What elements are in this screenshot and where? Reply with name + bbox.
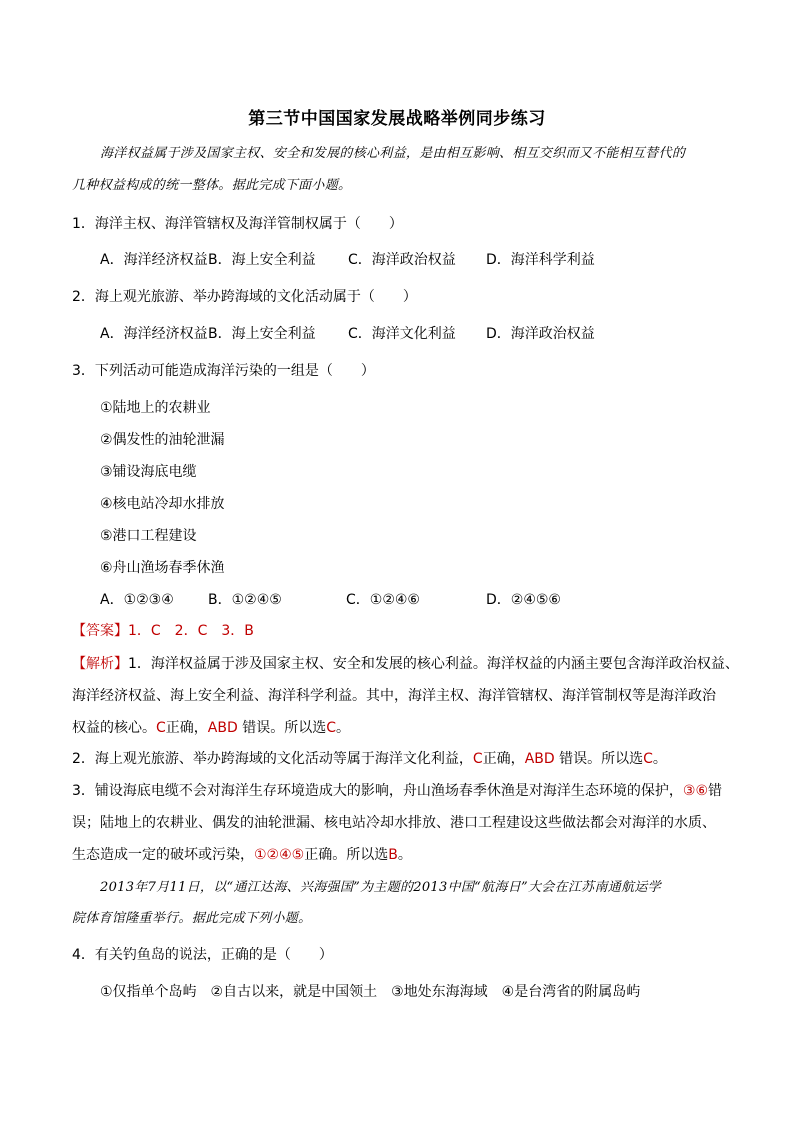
answer-line — [72, 621, 254, 641]
analysis-text: 。 — [652, 751, 667, 767]
analysis-text: 错误。所以选 — [242, 720, 327, 736]
analysis-key: ABD — [207, 720, 238, 736]
question-3-stem: 3．下列活动可能造成海洋污染的一组是（ ） — [72, 363, 375, 379]
analysis-line: 误；陆地上的农耕业、偶发的油轮泄漏、核电站冷却水排放、港口工程建设这些做法都会对海洋的水质、 — [72, 815, 716, 831]
analysis-text: 正确， — [165, 720, 208, 736]
option-b: B．海上安全利益 — [208, 326, 316, 342]
analysis-text: 1．海洋权益属于涉及国家主权、安全和发展的核心利益。海洋权益的内涵主要包含海洋政治权益、 — [128, 656, 739, 672]
option-b: B．①②④⑤ — [208, 592, 282, 608]
option-c: C．海洋政治权益 — [348, 252, 456, 268]
question-3-item: ④核电站冷却水排放 — [100, 496, 225, 512]
analysis-line — [72, 718, 350, 738]
question-4-items: ①仅指单个岛屿 ②自古以来，就是中国领土 ③地处东海海域 ④是台湾省的附属岛屿 — [100, 984, 641, 1000]
analysis-key: C — [643, 751, 653, 767]
intro-paragraph-line: 2013年7月11日，以“通江达海、兴海强国”为主题的2013中国“航海日”大会在江苏南通航运学 — [100, 880, 661, 895]
question-1-stem: 1．海洋主权、海洋管辖权及海洋管制权属于（ ） — [72, 216, 403, 232]
question-3-item: ①陆地上的农耕业 — [100, 400, 211, 416]
question-2-stem: 2．海上观光旅游、举办跨海域的文化活动属于（ ） — [72, 289, 417, 305]
analysis-text: 正确， — [482, 751, 525, 767]
question-4-stem: 4．有关钓鱼岛的说法，正确的是（ ） — [72, 947, 333, 963]
analysis-text: 正确。所以选 — [304, 847, 389, 863]
answer-label: 【答案】 — [72, 623, 128, 639]
option-a: A．海洋经济权益 — [100, 326, 208, 342]
analysis-text: 错 — [708, 783, 723, 799]
option-a: A．①②③④ — [100, 592, 174, 608]
option-c: C．①②④⑥ — [346, 592, 420, 608]
analysis-key: ①②④⑤ — [254, 847, 305, 863]
analysis-key: B — [388, 847, 398, 863]
analysis-key: C — [472, 751, 483, 767]
option-a: A．海洋经济权益 — [100, 252, 208, 268]
question-1-options — [100, 250, 595, 270]
analysis-text: 。 — [397, 847, 412, 863]
analysis-text: 3．铺设海底电缆不会对海洋生存环境造成大的影响，舟山渔场春季休渔是对海洋生态环境的保护， — [72, 783, 683, 799]
question-3-item: ⑤港口工程建设 — [100, 528, 197, 544]
option-b: B．海上安全利益 — [208, 252, 316, 268]
page-title: 第三节中国国家发展战略举例同步练习 — [248, 109, 546, 129]
intro-paragraph-line: 几种权益构成的统一整体。据此完成下面小题。 — [72, 178, 352, 193]
analysis-line — [72, 654, 739, 674]
intro-paragraph-line: 院体育馆隆重举行。据此完成下列小题。 — [72, 911, 312, 926]
analysis-text: 。 — [335, 720, 350, 736]
question-3-item: ②偶发性的油轮泄漏 — [100, 432, 225, 448]
answer-text: 1．C 2．C 3．B — [128, 623, 254, 639]
analysis-line: 海洋经济权益、海上安全利益、海洋科学利益。其中，海洋主权、海洋管辖权、海洋管制权等是海洋政治 — [72, 688, 716, 704]
question-3-options — [100, 590, 561, 610]
option-d: D．海洋政治权益 — [486, 326, 595, 342]
analysis-key: ③⑥ — [682, 783, 709, 799]
analysis-text: 生态造成一定的破坏或污染， — [72, 847, 254, 863]
analysis-text: 权益的核心。 — [72, 720, 156, 736]
analysis-text: 2．海上观光旅游、举办跨海域的文化活动等属于海洋文化利益， — [72, 751, 473, 767]
intro-paragraph-line: 海洋权益属于涉及国家主权、安全和发展的核心利益，是由相互影响、相互交织而又不能相互替代的 — [100, 146, 686, 161]
analysis-line — [72, 749, 667, 769]
analysis-key: C — [326, 720, 336, 736]
question-2-options — [100, 324, 595, 344]
analysis-label: 【解析】 — [72, 656, 128, 672]
question-3-item: ⑥舟山渔场春季休渔 — [100, 560, 225, 576]
option-d: D．②④⑤⑥ — [486, 592, 561, 608]
option-d: D．海洋科学利益 — [486, 252, 595, 268]
analysis-text: 错误。所以选 — [559, 751, 644, 767]
analysis-line — [72, 781, 722, 801]
analysis-line — [72, 845, 412, 865]
analysis-key: C — [156, 720, 166, 736]
option-c: C．海洋文化利益 — [348, 326, 456, 342]
analysis-key: ABD — [524, 751, 555, 767]
question-3-item: ③铺设海底电缆 — [100, 464, 197, 480]
